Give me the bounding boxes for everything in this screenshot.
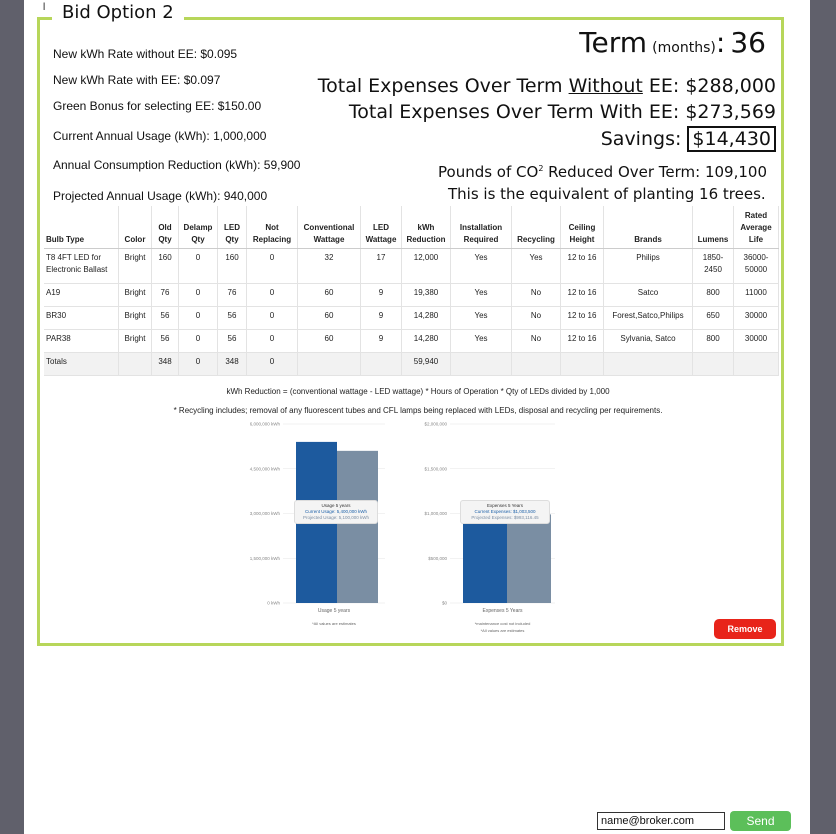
usage-tooltip-projected: Projected Usage: 5,100,000 kWh [302, 515, 370, 520]
table-cell: 19,380 [402, 284, 451, 307]
usage-tooltip-current: Current Usage: 5,400,000 kWh [304, 509, 368, 514]
table-row [44, 330, 779, 353]
table-cell: 12 to 16 [561, 284, 604, 307]
y-tick-label: $0 [441, 600, 447, 606]
table-cell: 160 [152, 249, 179, 284]
usage-tooltip [294, 500, 378, 524]
col-delamp-qty: Delamp Qty [179, 206, 218, 249]
chart-footnote: *All values are estimates [480, 628, 525, 633]
table-cell: A19 [44, 284, 119, 307]
table-cell: 14,280 [402, 307, 451, 330]
col-ceiling-height: Ceiling Height [561, 206, 604, 249]
table-cell [604, 353, 693, 376]
table-cell: 17 [361, 249, 402, 284]
table-cell: 60 [298, 307, 361, 330]
table-cell: 0 [247, 307, 298, 330]
term-value: 36 [730, 26, 766, 59]
total-without-ee [318, 75, 776, 97]
trees-equivalent: This is the equivalent of planting 16 trees. [448, 185, 766, 203]
y-tick-label: 6,000,000 kWh [249, 421, 280, 427]
y-tick-label: $2,000,000 [424, 421, 447, 427]
table-cell: Bright [119, 330, 152, 353]
chart-footnote: *maintenance cost not included [474, 621, 531, 626]
table-cell: Totals [44, 353, 119, 376]
table-cell: Yes [451, 330, 512, 353]
table-cell: Bright [119, 284, 152, 307]
col-lumens: Lumens [693, 206, 734, 249]
info-projected-usage: Projected Annual Usage (kWh): 940,000 [53, 189, 268, 203]
col-color: Color [119, 206, 152, 249]
table-cell: 56 [152, 330, 179, 353]
table-cell: 9 [361, 284, 402, 307]
y-tick-label: 4,500,000 kWh [249, 466, 280, 472]
table-cell: 348 [152, 353, 179, 376]
table-row [44, 249, 779, 284]
expenses-tooltip-current: Current Expenses: $1,003,500 [474, 509, 536, 514]
y-tick-label: 0 kWh [267, 600, 280, 606]
table-cell: Philips [604, 249, 693, 284]
y-tick-label: 1,500,000 kWh [249, 555, 280, 561]
table-cell [512, 353, 561, 376]
table-cell: 1850-2450 [693, 249, 734, 284]
remove-button[interactable]: Remove [714, 619, 776, 639]
table-cell [451, 353, 512, 376]
col-installation-required: Installation Required [451, 206, 512, 249]
col-kwh-reduction: kWh Reduction [402, 206, 451, 249]
table-cell: 60 [298, 284, 361, 307]
col-bulb-type: Bulb Type [44, 206, 119, 249]
table-cell: 30000 [734, 330, 779, 353]
table-cell: Sylvania, Satco [604, 330, 693, 353]
bar-projected [337, 451, 378, 603]
recycling-note: * Recycling includes; removal of any fluorescent tubes and CFL lamps being replaced with LEDs, disposal and recycling per requirements. [173, 406, 663, 415]
expenses-tooltip-title: Expenses 5 Years [486, 503, 524, 508]
kwh-formula-note: kWh Reduction = (conventional wattage - LED wattage) * Hours of Operation * Qty of LEDs divided by 1,000 [226, 387, 610, 396]
term-colon: : [715, 26, 726, 59]
col-conventional-wattage: Conventional Wattage [298, 206, 361, 249]
co2-reduction [438, 163, 767, 181]
table-cell: 59,940 [402, 353, 451, 376]
panel-title: Bid Option 2 [52, 2, 184, 23]
table-cell: 800 [693, 330, 734, 353]
table-cell: Forest,Satco,Philips [604, 307, 693, 330]
table-cell: 14,280 [402, 330, 451, 353]
term-heading [579, 26, 766, 59]
table-cell: 0 [247, 353, 298, 376]
y-tick-label: 3,000,000 kWh [249, 511, 280, 516]
term-unit: (months) [652, 40, 716, 56]
term-label: Term [579, 26, 648, 59]
col-not-replacing: Not Replacing [247, 206, 298, 249]
table-cell: PAR38 [44, 330, 119, 353]
total-with-ee: Total Expenses Over Term With EE: $273,569 [348, 101, 776, 123]
table-cell: 32 [298, 249, 361, 284]
table-cell: Yes [451, 307, 512, 330]
col-recycling: Recycling [512, 206, 561, 249]
totals-row [44, 353, 779, 376]
table-cell: 0 [179, 284, 218, 307]
table-cell: 0 [247, 330, 298, 353]
table-cell: 36000-50000 [734, 249, 779, 284]
co2-sup: 2 [538, 164, 544, 173]
y-tick-label: $500,000 [428, 555, 447, 561]
table-cell: 0 [179, 330, 218, 353]
chart-footnote: *All values are estimates [312, 621, 356, 626]
table-cell: 12,000 [402, 249, 451, 284]
savings-label: Savings: [600, 128, 682, 150]
table-cell: 0 [179, 307, 218, 330]
bulb-table [44, 206, 779, 376]
table-cell: 9 [361, 307, 402, 330]
table-row [44, 307, 779, 330]
col-led-wattage: LED Wattage [361, 206, 402, 249]
savings-value: $14,430 [687, 126, 776, 152]
table-cell: No [512, 284, 561, 307]
table-header-row [44, 206, 779, 249]
expenses-tooltip [460, 500, 550, 524]
usage-tooltip-title: Usage 5 years [321, 503, 351, 508]
table-cell: 30000 [734, 307, 779, 330]
total-without-suffix: EE: $288,000 [642, 75, 776, 97]
table-cell: 56 [218, 330, 247, 353]
charts-area [0, 415, 836, 645]
table-cell [561, 353, 604, 376]
table-cell: 76 [152, 284, 179, 307]
table-cell: Yes [512, 249, 561, 284]
table-cell: 0 [247, 249, 298, 284]
table-cell: T8 4FT LED for Electronic Ballast [44, 249, 119, 284]
total-without-word: Without [568, 75, 643, 97]
table-cell: No [512, 330, 561, 353]
table-cell: 12 to 16 [561, 307, 604, 330]
table-cell: 160 [218, 249, 247, 284]
email-field[interactable] [597, 812, 725, 830]
table-cell [119, 353, 152, 376]
table-cell: No [512, 307, 561, 330]
table-cell: 12 to 16 [561, 330, 604, 353]
savings-line [601, 128, 776, 150]
info-consumption-reduction: Annual Consumption Reduction (kWh): 59,900 [53, 158, 301, 172]
y-tick-label: $1,000,000 [424, 511, 447, 516]
table-cell [693, 353, 734, 376]
table-cell: 76 [218, 284, 247, 307]
table-cell: Bright [119, 307, 152, 330]
co2-prefix: Pounds of CO [438, 163, 539, 181]
table-cell: 56 [152, 307, 179, 330]
table-cell: 0 [247, 284, 298, 307]
total-without-prefix: Total Expenses Over Term [317, 75, 569, 97]
table-cell: 0 [179, 353, 218, 376]
table-cell: BR30 [44, 307, 119, 330]
x-axis-label: Expenses 5 Years [482, 608, 523, 614]
table-cell: Yes [451, 284, 512, 307]
table-cell [298, 353, 361, 376]
info-green-bonus: Green Bonus for selecting EE: $150.00 [53, 99, 262, 113]
col-rated-life: Rated Average Life [734, 206, 779, 249]
table-cell: 800 [693, 284, 734, 307]
table-cell: 0 [179, 249, 218, 284]
bar-current [463, 514, 507, 604]
x-axis-label: Usage 5 years [317, 608, 351, 614]
y-tick-label: $1,500,000 [424, 466, 447, 472]
table-cell: 348 [218, 353, 247, 376]
table-cell: 11000 [734, 284, 779, 307]
table-cell: Satco [604, 284, 693, 307]
table-cell [734, 353, 779, 376]
table-cell: Bright [119, 249, 152, 284]
stray-mark: l [43, 2, 46, 13]
expenses-tooltip-projected: Projected Expenses: $993,116.45 [471, 515, 539, 520]
table-cell: 56 [218, 307, 247, 330]
table-row [44, 284, 779, 307]
bar-projected [507, 514, 551, 603]
col-led-qty: LED Qty [218, 206, 247, 249]
col-old-qty: Old Qty [152, 206, 179, 249]
send-button[interactable]: Send [730, 811, 791, 831]
table-cell: 60 [298, 330, 361, 353]
col-brands: Brands [604, 206, 693, 249]
info-rate-without-ee: New kWh Rate without EE: $0.095 [53, 47, 238, 61]
info-current-usage: Current Annual Usage (kWh): 1,000,000 [53, 129, 267, 143]
table-cell: 12 to 16 [561, 249, 604, 284]
co2-suffix: Reduced Over Term: 109,100 [543, 163, 767, 181]
info-rate-with-ee: New kWh Rate with EE: $0.097 [53, 73, 221, 87]
table-cell [361, 353, 402, 376]
table-cell: 9 [361, 330, 402, 353]
table-cell: 650 [693, 307, 734, 330]
table-cell: Yes [451, 249, 512, 284]
